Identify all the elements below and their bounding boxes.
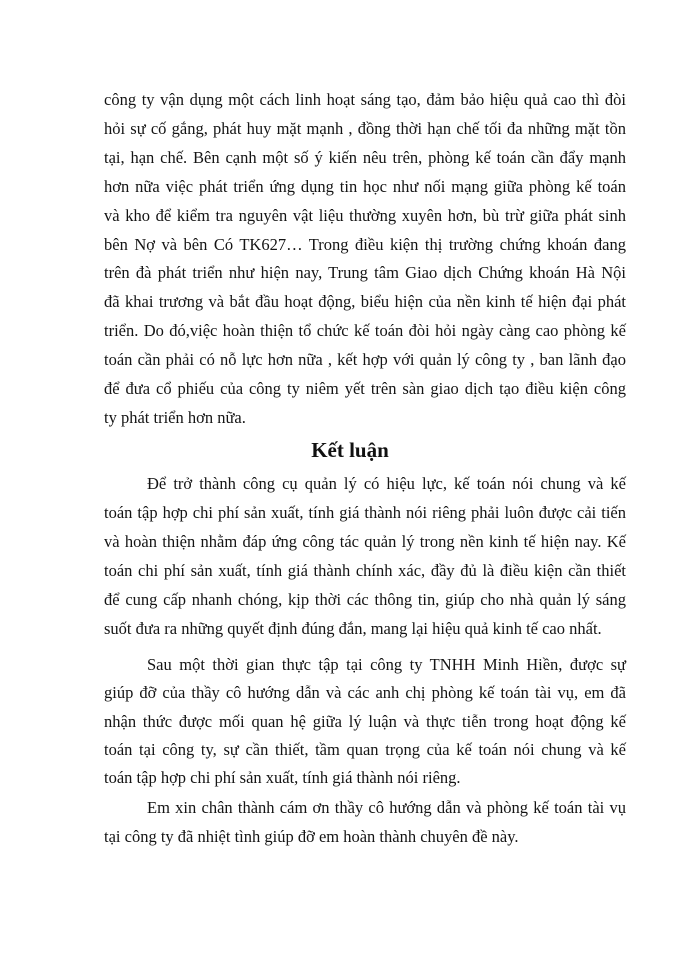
conclusion-paragraph-2 [104,651,626,792]
text-line: để cung cấp nhanh chóng, kịp thời các thông tin, giúp cho nhà quản lý sáng [104,589,626,609]
text-line: và kho để kiểm tra nguyên vật liệu thường xuyên hơn, bù trừ giữa phát sinh [104,205,626,225]
paragraph-continuation [104,86,626,433]
text-line: công ty vận dụng một cách linh hoạt sáng tạo, đảm bảo hiệu quả cao thì đòi [104,90,626,109]
text-line: hỏi sự cố gắng, phát huy mặt mạnh , đồng thời hạn chế tối đa những mặt tồn [104,118,626,138]
text-line: giúp đỡ của thầy cô hướng dẫn và các anh chị phòng kế toán tài vụ, em đã [104,683,626,703]
text-line: Để trở thành công cụ quản lý có hiệu lực, kế toán nói chung và kế [147,474,626,493]
text-line: toán tập hợp chi phí sản xuất, tính giá thành nói riêng phải luôn được cải tiến [104,502,626,522]
text-line: tại công ty đã nhiệt tình giúp đỡ em hoàn thành chuyên đề này. [104,827,519,846]
text-line: ty phát triển hơn nữa. [104,407,246,427]
conclusion-paragraph-3 [104,793,626,851]
section-heading: Kết luận [311,438,389,462]
text-line: nhận thức được mối quan hệ giữa lý luận và thực tiễn trong hoạt động kế [104,711,626,731]
conclusion-paragraph-1 [104,470,626,643]
text-line: Em xin chân thành cám ơn thầy cô hướng dẫn và phòng kế toán tài vụ [147,798,626,817]
text-line: toán cần phải có nỗ lực hơn nữa , kết hợp với quản lý công ty , ban lãnh đạo [104,350,626,370]
text-line: Sau một thời gian thực tập tại công ty TNHH Minh Hiền, được sự [147,655,626,674]
text-line: đã khai trương và bắt đầu hoạt động, biểu hiện của nền kinh tế hiện đại phát [104,292,626,312]
text-line: tại, hạn chế. Bên cạnh một số ý kiến nêu trên, phòng kế toán cần đẩy mạnh [104,147,626,167]
text-line: toán chi phí sản xuất, tính giá thành chính xác, đầy đủ là điều kiện cần thiết [104,560,626,580]
text-line: suốt đưa ra những quyết định đúng đắn, mang lại hiệu quả kinh tế cao nhất. [104,618,602,638]
text-line: trên đà phát triển như hiện nay, Trung tâm Giao dịch Chứng khoán Hà Nội [104,263,626,283]
text-line: toán tập hợp chi phí sản xuất, tính giá thành nói riêng. [104,768,461,788]
text-line: hơn nữa việc phát triển ứng dụng tin học như nối mạng giữa phòng kế toán [104,176,626,196]
text-line: bên Nợ và bên Có TK627… Trong điều kiện thị trường chứng khoán đang [104,234,626,254]
text-line: triển. Do đó,việc hoàn thiện tổ chức kế toán đòi hỏi ngày càng cao phòng kế [104,321,626,341]
text-line: và hoàn thiện nhằm đáp ứng công tác quản lý trong nền kinh tế hiện nay. Kế [104,531,626,551]
text-line: toán tại công ty, sự cần thiết, tầm quan trọng của kế toán nói chung và kế [104,739,626,759]
text-line: để đưa cổ phiếu của công ty niêm yết trên sàn giao dịch tạo điều kiện công [104,379,626,399]
